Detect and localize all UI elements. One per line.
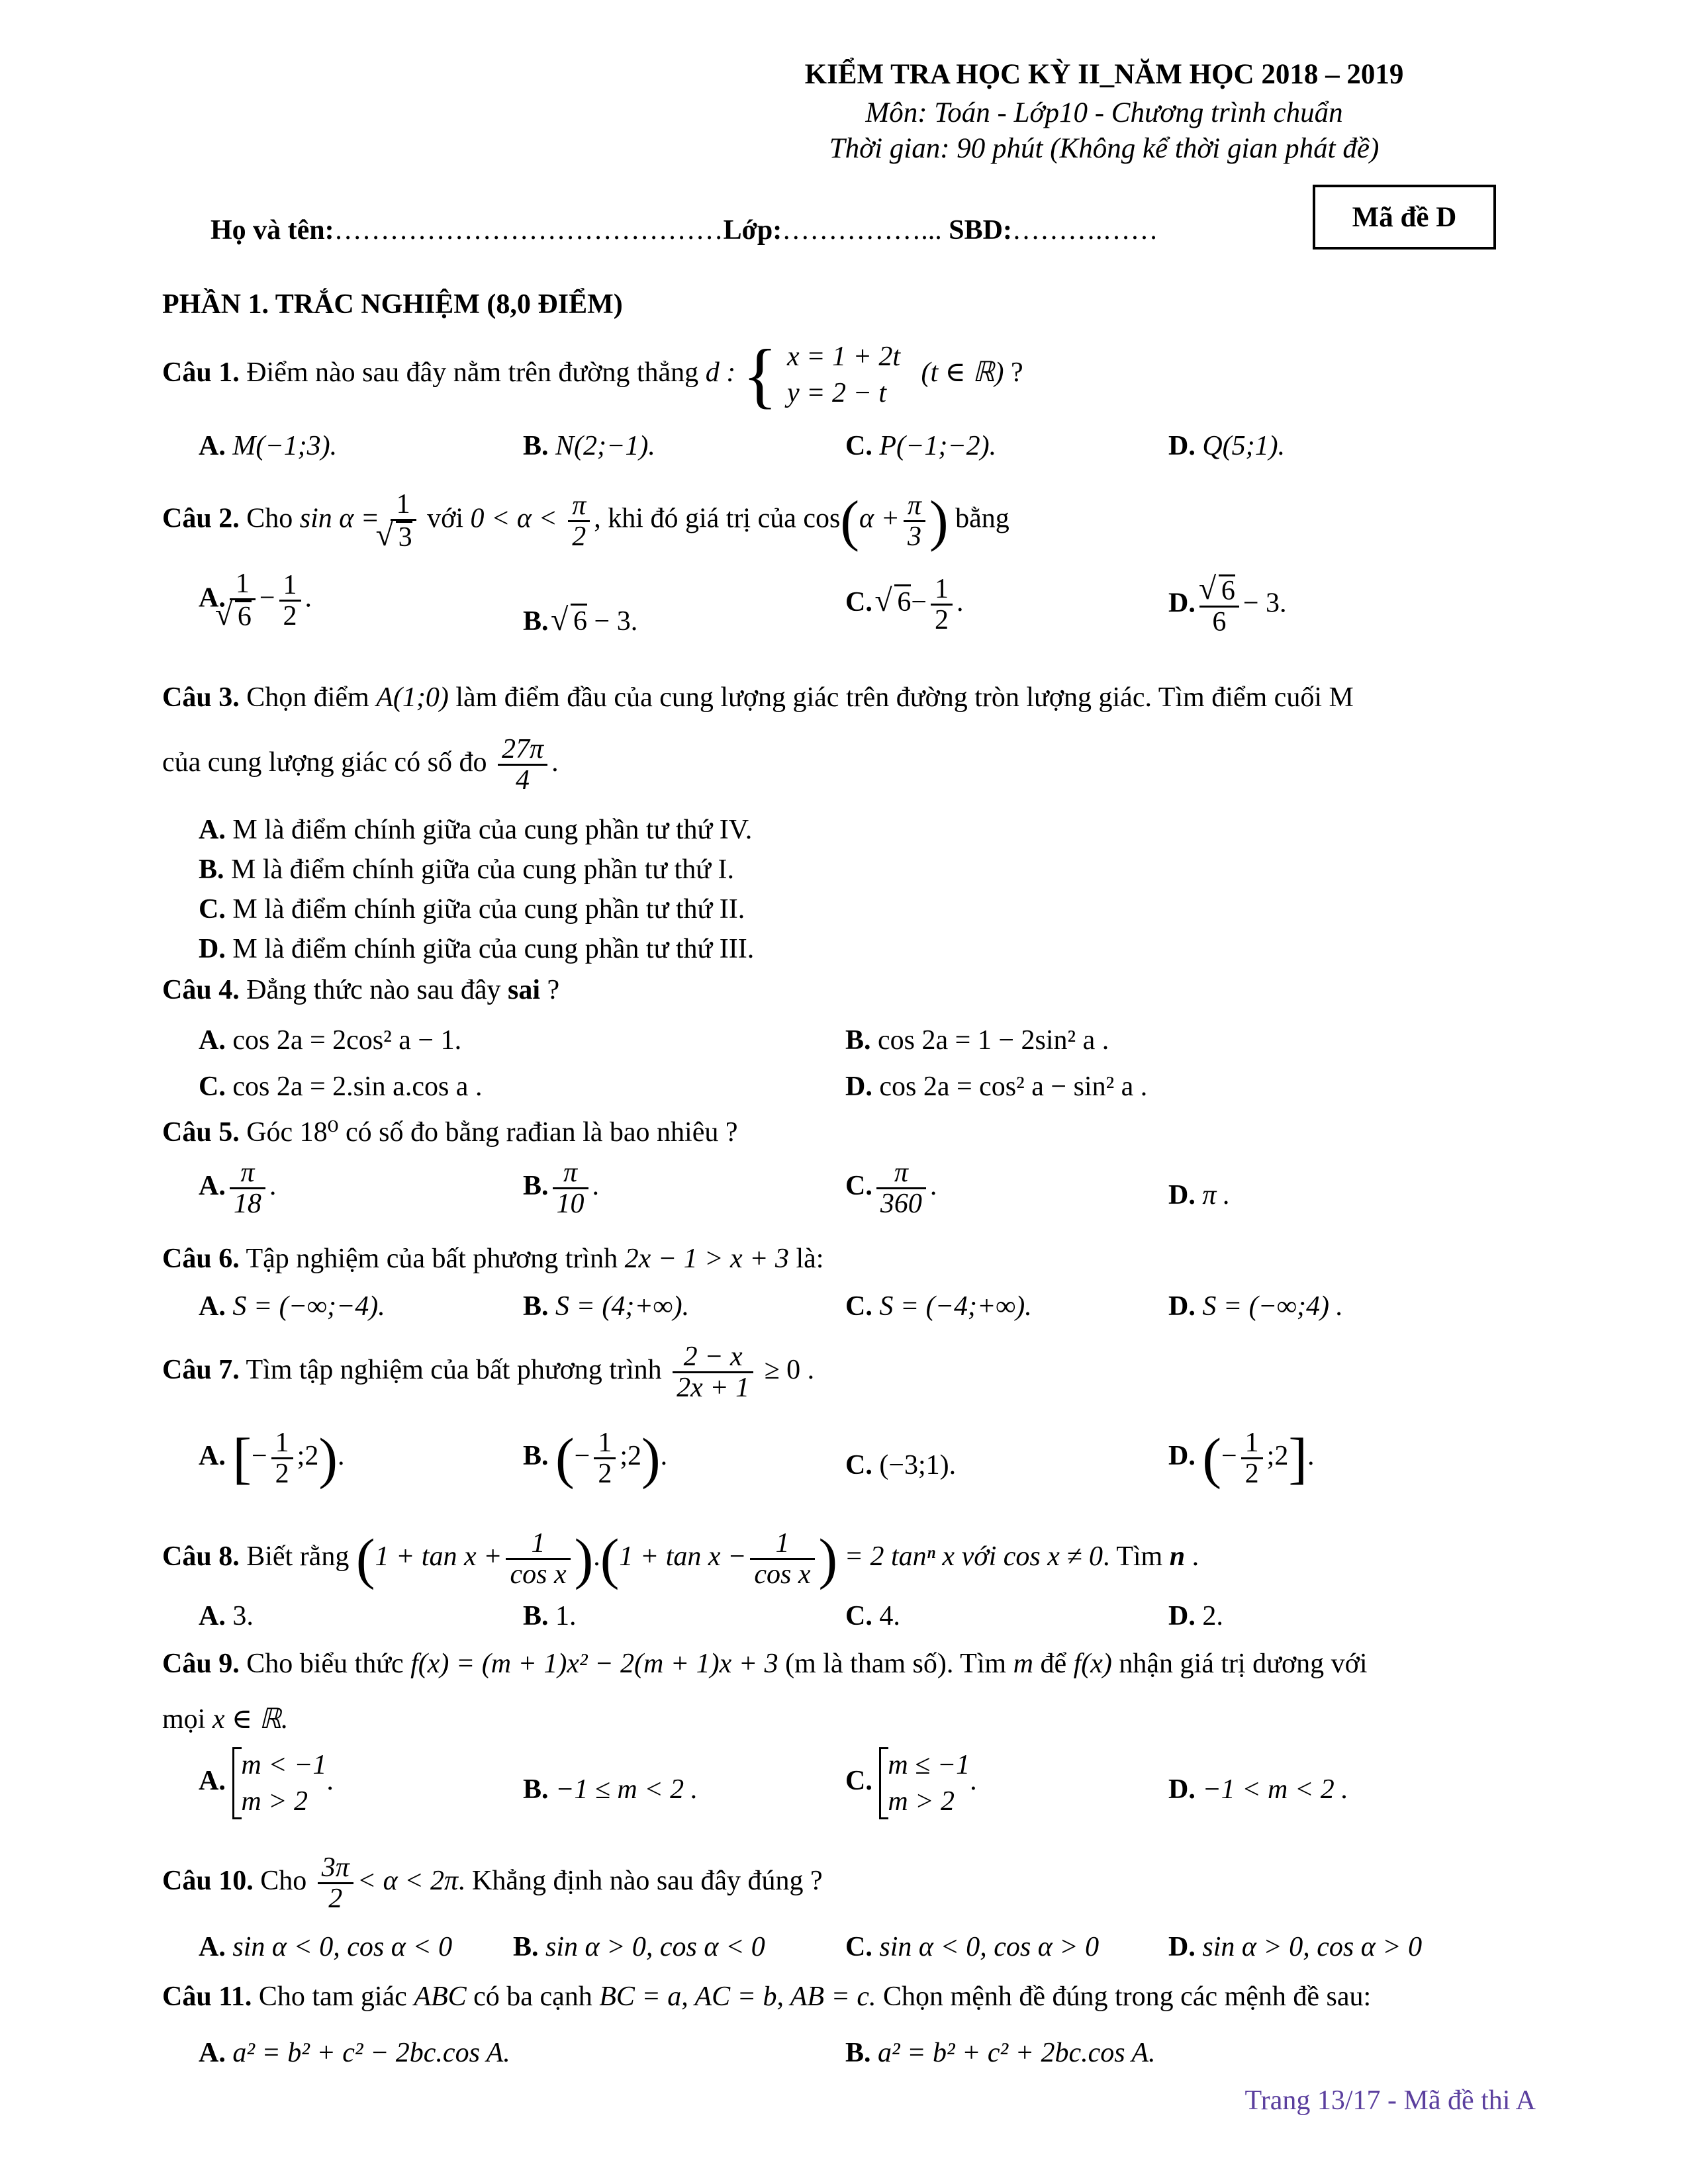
- option-letter: C.: [845, 1932, 872, 1962]
- dot: .: [551, 747, 559, 778]
- frac: [271, 1428, 293, 1488]
- q7-option-c[interactable]: [845, 1449, 956, 1481]
- frac: [876, 1158, 926, 1218]
- q8-part: 1 + tan x −: [619, 1541, 747, 1572]
- option-letter: B.: [845, 2038, 871, 2068]
- option-text: 1.: [555, 1601, 577, 1631]
- option-text: cos 2a = 2cos² a − 1.: [232, 1025, 462, 1056]
- q1-option-b[interactable]: [523, 430, 655, 462]
- q11-sides: BC = a, AC = b, AB = c.: [599, 1981, 876, 2012]
- dot: .: [326, 1766, 334, 1797]
- option-letter: D.: [1168, 1601, 1196, 1631]
- q8-part: 1 + tan x +: [375, 1541, 502, 1572]
- q9-option-b[interactable]: [523, 1774, 698, 1805]
- q9-text: nhận giá trị dương với: [1119, 1649, 1368, 1679]
- option-text: 3.: [232, 1601, 254, 1631]
- q7-text: Tìm tập nghiệm của bất phương trình: [246, 1355, 662, 1386]
- dot: .: [1307, 1441, 1315, 1472]
- denominator: √ 6: [235, 600, 252, 631]
- frac: [279, 570, 301, 631]
- minus: −: [251, 1441, 267, 1472]
- q9-text: để: [1040, 1649, 1067, 1679]
- option-letter: C.: [845, 587, 872, 618]
- question-10: [162, 1853, 823, 1913]
- dot: .: [269, 1171, 277, 1202]
- denominator: 2: [935, 605, 949, 636]
- option-letter: B.: [523, 1441, 549, 1472]
- section-title: PHẦN 1. TRẮC NGHIỆM (8,0 ĐIỂM): [162, 289, 623, 320]
- numerator: π: [876, 1158, 926, 1189]
- option-text: Q(5;1).: [1202, 431, 1286, 461]
- q1-system: [787, 339, 900, 411]
- numerator: 3π: [318, 1853, 353, 1884]
- question-8: Câu 8. Biết rằng (1 + tan x + $\frac{1}{\text{cos x}}$ ).(1 + tan x − $\frac{1}{\text{cos x}}$ ) = 2 tanⁿ x với cos x ≠ 0. Tìm n .: [162, 1527, 1199, 1591]
- q6-option-c[interactable]: [845, 1291, 1032, 1322]
- numerator: 2 − x: [673, 1342, 753, 1373]
- q10-option-c[interactable]: [845, 1931, 1099, 1963]
- option-text: M là điểm chính giữa của cung phần tư thứ III.: [232, 934, 755, 964]
- denominator: 2: [598, 1459, 612, 1490]
- frac: [230, 1158, 265, 1218]
- q9-domain: x ∈ ℝ.: [212, 1704, 289, 1735]
- dot: .: [593, 1541, 600, 1572]
- option-text: cos 2a = 2.sin a.cos a .: [232, 1071, 483, 1102]
- q1-label: Câu 1.: [162, 357, 240, 388]
- q5-label: Câu 5.: [162, 1117, 240, 1148]
- q4-option-d[interactable]: [845, 1071, 1147, 1103]
- option-letter: C.: [845, 1601, 872, 1631]
- q10-label: Câu 10.: [162, 1866, 254, 1897]
- denominator: 2: [275, 1459, 289, 1490]
- question-11: [162, 1981, 1371, 2013]
- option-text: cos 2a = cos² a − sin² a .: [879, 1071, 1148, 1102]
- q1-brace: {: [742, 334, 778, 416]
- q8-option-c[interactable]: [845, 1600, 900, 1632]
- option-letter: B.: [523, 1774, 549, 1805]
- q3-option-b[interactable]: [199, 854, 734, 886]
- minus: −: [574, 1441, 590, 1472]
- option-text: S = (−4;+∞).: [879, 1291, 1032, 1322]
- option-letter: A.: [199, 582, 226, 614]
- dot: .: [305, 582, 312, 614]
- dot: .: [337, 1441, 345, 1472]
- q10-range: < α < 2π: [357, 1866, 459, 1897]
- denominator: 4: [516, 765, 530, 796]
- q5-option-b[interactable]: [523, 1158, 599, 1218]
- q9-text: (m là tham số). Tìm: [785, 1649, 1007, 1679]
- option-letter: C.: [845, 431, 872, 461]
- option-letter: A.: [199, 1025, 226, 1056]
- option-letter: B.: [523, 1601, 549, 1631]
- option-letter: B.: [845, 1025, 871, 1056]
- exam-subject: Môn: Toán - Lớp10 - Chương trình chuẩn: [865, 97, 1343, 128]
- q4-option-a[interactable]: [199, 1024, 461, 1056]
- option-letter: A.: [199, 1932, 226, 1962]
- q11-text: có ba cạnh: [473, 1981, 592, 2012]
- q1-option-a[interactable]: [199, 430, 337, 462]
- q4-label: Câu 4.: [162, 975, 240, 1005]
- question-2: Câu 2. Cho sin α = 1 √ 3 với 0 < α < $\frac{\pi}{2}$ , khi đó giá trị của cos(α + $\frac{\pi}{3}$ ) bằng: [162, 490, 1009, 552]
- q11-text: Chọn mệnh đề đúng trong các mệnh đề sau:: [883, 1981, 1372, 2012]
- option-letter: D.: [1168, 431, 1196, 461]
- option-text: 2.: [1202, 1601, 1223, 1631]
- option-text: 4.: [879, 1601, 900, 1631]
- open-bracket: [: [232, 1426, 252, 1490]
- q3-text: làm điểm đầu của cung lượng giác trên đường tròn lượng giác. Tìm điểm cuối M: [455, 682, 1354, 713]
- q1-eq2: y = 2 − t: [787, 377, 886, 408]
- bracket-system: [232, 1747, 326, 1819]
- option-text: sin α > 0, cos α < 0: [545, 1932, 765, 1962]
- option-text: S = (−∞;4) .: [1202, 1291, 1343, 1322]
- option-letter: D.: [1168, 1932, 1196, 1962]
- q2-text: , khi đó giá trị của: [594, 503, 796, 534]
- q6-option-a[interactable]: [199, 1291, 385, 1322]
- option-letter: B.: [523, 606, 549, 637]
- frac: [1241, 1428, 1263, 1488]
- q2-frac-pi3: [904, 491, 925, 551]
- option-text: M là điểm chính giữa của cung phần tư thứ II.: [232, 894, 745, 925]
- q9-option-c[interactable]: [845, 1747, 977, 1819]
- q11-option-b[interactable]: [845, 2037, 1155, 2069]
- q9-m: m: [1013, 1649, 1033, 1679]
- option-letter: D.: [845, 1071, 872, 1102]
- name-label: Họ và tên:: [211, 215, 334, 246]
- q7-option-a[interactable]: [199, 1428, 344, 1488]
- numerator: π: [904, 491, 925, 522]
- option-letter: C.: [845, 1450, 872, 1480]
- dot: .: [660, 1441, 668, 1472]
- option-text: sin α < 0, cos α > 0: [879, 1932, 1100, 1962]
- q6-label: Câu 6.: [162, 1244, 240, 1274]
- q5-text: Góc 18⁰ có số đo bằng rađian là bao nhiêu ?: [246, 1117, 738, 1148]
- q2-cos: cos: [803, 503, 841, 534]
- numerator: 1: [506, 1529, 570, 1560]
- q7-option-d[interactable]: [1168, 1428, 1314, 1488]
- denominator: 2: [283, 600, 297, 631]
- frac: [594, 1428, 616, 1488]
- option-text: − 3.: [1243, 588, 1287, 619]
- denominator: 6: [1212, 607, 1227, 638]
- q6-end: là:: [796, 1244, 824, 1274]
- option-line: m < −1: [241, 1750, 327, 1780]
- denominator: √ 3: [396, 521, 412, 552]
- q9-option-d[interactable]: [1168, 1774, 1348, 1805]
- question-3-line2: [162, 735, 559, 795]
- option-text: a² = b² + c² − 2bc.cos A.: [232, 2038, 510, 2068]
- option-letter: A.: [199, 1766, 226, 1797]
- numerator: π: [568, 491, 590, 522]
- close-bracket: ]: [1288, 1426, 1307, 1490]
- option-letter: C.: [845, 1766, 872, 1797]
- option-letter: B.: [523, 1171, 549, 1202]
- q2-option-b[interactable]: [523, 604, 637, 637]
- q9-option-a[interactable]: [199, 1747, 334, 1819]
- class-dots: ……………...: [782, 215, 942, 246]
- q2-text: với: [427, 503, 464, 534]
- option-letter: C.: [845, 1291, 872, 1322]
- exam-title: KIỂM TRA HỌC KỲ II_NĂM HỌC 2018 – 2019: [804, 59, 1404, 90]
- frac: [553, 1158, 588, 1218]
- option-letter: D.: [1168, 1180, 1196, 1210]
- q8-option-b[interactable]: [523, 1600, 577, 1632]
- numerator: 1: [750, 1529, 814, 1560]
- q3-frac: [498, 735, 547, 795]
- question-4: [162, 974, 559, 1006]
- option-text: −1 < m < 2 .: [1202, 1774, 1348, 1805]
- student-info-line: [211, 214, 1158, 246]
- q3-label: Câu 3.: [162, 682, 240, 713]
- frac: [931, 574, 953, 635]
- q8-n: n: [1169, 1541, 1186, 1572]
- q2-label: Câu 2.: [162, 503, 240, 534]
- q10-frac: [318, 1853, 353, 1913]
- name-dots: ……………………………………: [334, 215, 724, 246]
- option-letter: D.: [1168, 1774, 1196, 1805]
- frac: [1199, 574, 1239, 637]
- denominator: 2: [328, 1884, 343, 1915]
- q3-text: Chọn điểm: [246, 682, 369, 713]
- q6-expr: 2x − 1 > x + 3: [624, 1244, 789, 1274]
- numerator: √ 6: [1219, 574, 1235, 606]
- q10-option-a[interactable]: [199, 1931, 452, 1963]
- option-text: M là điểm chính giữa của cung phần tư thứ IV.: [232, 815, 753, 845]
- option-text: S = (4;+∞).: [555, 1291, 690, 1322]
- question-5: [162, 1115, 737, 1148]
- q2-frac-sin: [391, 490, 416, 552]
- q1-option-c[interactable]: [845, 430, 996, 462]
- numerator: π: [230, 1158, 265, 1189]
- q2-text: Cho: [246, 503, 293, 534]
- q3-point: A(1;0): [376, 682, 449, 713]
- open-bracket: (: [555, 1426, 575, 1490]
- sbd-label: SBD:: [949, 215, 1012, 246]
- q4-option-c[interactable]: [199, 1071, 482, 1103]
- option-letter: A.: [199, 1171, 226, 1202]
- close-bracket: ): [641, 1426, 661, 1490]
- denominator: 3: [907, 521, 921, 552]
- q7-frac: [673, 1342, 753, 1402]
- option-letter: C.: [199, 1071, 226, 1102]
- dot: .: [592, 1171, 600, 1202]
- q3-text: của cung lượng giác có số đo: [162, 747, 487, 778]
- bracket-system: [879, 1747, 970, 1819]
- numerator: π: [553, 1158, 588, 1189]
- q2-option-a[interactable]: [199, 569, 312, 631]
- dot: .: [957, 587, 964, 618]
- q8-cond: với cos x ≠ 0: [961, 1541, 1103, 1572]
- option-text: ;2: [1266, 1441, 1289, 1472]
- option-text: M(−1;3).: [232, 431, 338, 461]
- q10-option-b[interactable]: [513, 1931, 765, 1963]
- option-text: (−3;1).: [879, 1450, 957, 1480]
- q9-label: Câu 9.: [162, 1649, 240, 1679]
- numerator: 1: [1241, 1428, 1263, 1459]
- option-text: ;2: [620, 1441, 642, 1472]
- q10-option-d[interactable]: [1168, 1931, 1422, 1963]
- q9-text: Cho biểu thức: [246, 1649, 404, 1679]
- exam-time: Thời gian: 90 phút (Không kể thời gian phát đề): [829, 133, 1380, 164]
- denominator: 10: [556, 1189, 585, 1220]
- option-letter: C.: [199, 894, 226, 925]
- denominator: cos x: [754, 1559, 811, 1590]
- class-label: Lớp:: [723, 215, 782, 246]
- question-6: [162, 1243, 823, 1275]
- q9-fx: f(x): [1073, 1649, 1112, 1679]
- q11-text: Cho tam giác: [258, 1981, 407, 2012]
- q3-option-c[interactable]: [199, 893, 745, 925]
- question-9: [162, 1648, 1368, 1680]
- q5-option-c[interactable]: [845, 1158, 937, 1218]
- q9-text: mọi: [162, 1704, 206, 1735]
- option-text: π .: [1202, 1180, 1231, 1210]
- q3-option-a[interactable]: [199, 814, 752, 846]
- q6-option-d[interactable]: [1168, 1291, 1343, 1322]
- dot: .: [1192, 1541, 1199, 1572]
- q8-option-a[interactable]: [199, 1600, 254, 1632]
- q7-label: Câu 7.: [162, 1355, 240, 1386]
- option-text: sin α > 0, cos α > 0: [1202, 1932, 1423, 1962]
- denominator: 2x + 1: [677, 1373, 750, 1404]
- q10-text: . Khẳng định nào sau đây đúng ?: [458, 1866, 823, 1897]
- q11-triangle: ABC: [414, 1981, 467, 2012]
- q1-d: d :: [705, 357, 736, 388]
- option-text: P(−1;−2).: [879, 431, 997, 461]
- q6-text: Tập nghiệm của bất phương trình: [246, 1244, 618, 1274]
- q11-option-a[interactable]: [199, 2037, 510, 2069]
- q2-sin: sin α =: [299, 503, 380, 534]
- q8-text: . Tìm: [1102, 1541, 1163, 1572]
- numerator: 1: [230, 569, 256, 600]
- option-letter: D.: [1168, 1291, 1196, 1322]
- option-letter: D.: [1168, 588, 1196, 619]
- q1-option-d[interactable]: [1168, 430, 1285, 462]
- question-3: [162, 682, 1354, 713]
- q5-option-a[interactable]: [199, 1158, 276, 1218]
- option-letter: B.: [513, 1932, 539, 1962]
- dot: .: [929, 1171, 937, 1202]
- q1-cond: (t ∈ ℝ): [921, 357, 1004, 388]
- denominator: 360: [880, 1189, 922, 1220]
- option-letter: A.: [199, 2038, 226, 2068]
- radicand: √ 6: [571, 604, 587, 637]
- option-letter: D.: [199, 934, 226, 964]
- numerator: 1: [271, 1428, 293, 1459]
- minus: −: [911, 587, 927, 618]
- q8-rhs: = 2 tanⁿ x: [844, 1541, 955, 1572]
- exam-code-box: [1313, 185, 1496, 250]
- q4-bold: sai: [508, 975, 541, 1005]
- q10-text: Cho: [260, 1866, 307, 1897]
- q4-option-b[interactable]: [845, 1024, 1109, 1056]
- close-bracket: ): [318, 1426, 338, 1490]
- option-letter: A.: [199, 1601, 226, 1631]
- q2-frac-pi2: [568, 491, 590, 551]
- option-letter: B.: [523, 1291, 549, 1322]
- q9-expr: f(x) = (m + 1)x² − 2(m + 1)x + 3: [410, 1649, 778, 1679]
- radicand: √ 6: [894, 584, 911, 618]
- dot: .: [970, 1766, 977, 1797]
- option-text: sin α < 0, cos α < 0: [232, 1932, 453, 1962]
- option-letter: A.: [199, 815, 226, 845]
- q1-eq1: x = 1 + 2t: [787, 341, 900, 372]
- q2-option-d[interactable]: [1168, 574, 1287, 637]
- q6-option-b[interactable]: [523, 1291, 689, 1322]
- option-text: cos 2a = 1 − 2sin² a .: [878, 1025, 1109, 1056]
- q4-end: ?: [547, 975, 560, 1005]
- q5-option-d[interactable]: [1168, 1179, 1230, 1211]
- option-text: ;2: [297, 1441, 319, 1472]
- option-letter: B.: [523, 431, 549, 461]
- option-line: m ≤ −1: [888, 1750, 970, 1780]
- numerator: 1: [931, 574, 953, 606]
- q8-frac: [506, 1529, 570, 1589]
- option-letter: B.: [199, 854, 224, 885]
- q8-label: Câu 8.: [162, 1541, 240, 1572]
- q8-option-d[interactable]: [1168, 1600, 1223, 1632]
- page-footer: Trang 13/17 - Mã đề thi A: [1244, 2085, 1536, 2116]
- option-letter: D.: [1168, 1441, 1196, 1472]
- q2-range: 0 < α <: [470, 503, 557, 534]
- q7-rel: ≥ 0 .: [764, 1355, 815, 1386]
- q7-option-b[interactable]: [523, 1428, 667, 1488]
- numerator: 1: [391, 490, 416, 521]
- option-text: M là điểm chính giữa của cung phần tư thứ I.: [231, 854, 734, 885]
- q4-text: Đẳng thức nào sau đây: [246, 975, 501, 1005]
- option-letter: A.: [199, 431, 226, 461]
- q1-text: Điểm nào sau đây nằm trên đường thẳng: [246, 357, 699, 388]
- minus: −: [259, 582, 275, 614]
- q8-frac: [750, 1529, 814, 1589]
- denominator: 18: [233, 1189, 261, 1220]
- option-text: S = (−∞;−4).: [232, 1291, 385, 1322]
- exam-code: Mã đề D: [1352, 201, 1457, 233]
- option-text: N(2;−1).: [555, 431, 655, 461]
- q2-text: bằng: [955, 503, 1009, 534]
- minus: −: [1221, 1441, 1237, 1472]
- q11-label: Câu 11.: [162, 1981, 252, 2012]
- denominator: cos x: [510, 1559, 567, 1590]
- option-text: a² = b² + c² + 2bc.cos A.: [878, 2038, 1156, 2068]
- denominator: 2: [572, 521, 586, 552]
- open-bracket: (: [1202, 1426, 1221, 1490]
- option-letter: A.: [199, 1291, 226, 1322]
- numerator: 27π: [498, 735, 547, 766]
- q8-text: Biết rằng: [246, 1541, 350, 1572]
- option-letter: C.: [845, 1171, 872, 1202]
- numerator: 1: [594, 1428, 616, 1459]
- option-text: −1 ≤ m < 2 .: [555, 1774, 698, 1805]
- denominator: 2: [1244, 1459, 1259, 1490]
- frac: [230, 569, 256, 631]
- question-7: [162, 1342, 814, 1402]
- sbd-dots: ……….……: [1011, 215, 1158, 246]
- question-1: [162, 334, 1023, 416]
- q3-option-d[interactable]: [199, 933, 754, 965]
- q1-end: ?: [1011, 357, 1023, 388]
- question-9-line2: [162, 1702, 288, 1735]
- option-text: − 3.: [594, 606, 638, 637]
- numerator: 1: [279, 570, 301, 602]
- option-line: m > 2: [241, 1786, 308, 1817]
- option-line: m > 2: [888, 1786, 955, 1817]
- q2-option-c[interactable]: [845, 574, 964, 635]
- q2-alpha: α +: [859, 503, 900, 534]
- option-letter: A.: [199, 1441, 226, 1472]
